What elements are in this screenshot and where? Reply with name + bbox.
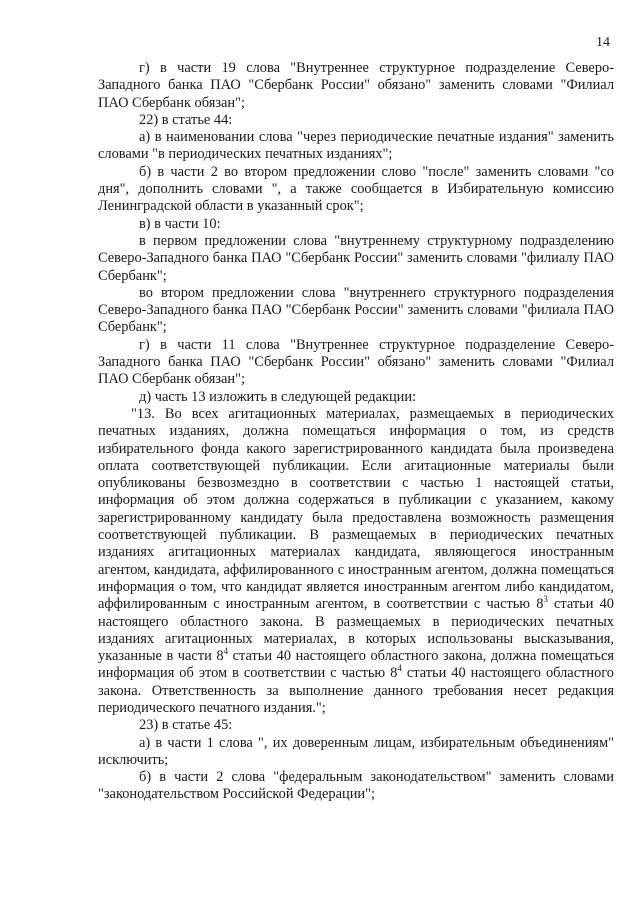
paragraph: д) часть 13 изложить в следующей редакции: — [139, 388, 417, 405]
quote-text: статьи 40 настоящего областного закона, должна помещаться информация об этом в соответствии с частью 8 — [98, 648, 615, 682]
superscript: 3 — [543, 594, 548, 605]
paragraph: б) в части 2 во втором предложении слово "после" заменить словами "со дня", дополнить словами ", а также сообщается в Избирательную комиссию Ленинградской области в указанный срок"; — [98, 163, 614, 215]
paragraph: б) в части 2 слова "федеральным законодательством" заменить словами "законодательством Российской Федерации"; — [98, 769, 614, 803]
paragraph: 23) в статье 45: — [139, 717, 233, 734]
superscript: 4 — [397, 663, 402, 674]
paragraph: 22) в статье 44: — [139, 111, 233, 128]
quote-text: статьи 40 настоящего областного закона. Ответственность за выполнение данного требования несет редакция периодического печатного издания."; — [98, 665, 615, 716]
quoted-article-text — [98, 406, 614, 717]
paragraph: а) в наименовании слова "через периодические печатные издания" заменить словами "в периодических печатных изданиях"; — [98, 129, 614, 163]
paragraph: а) в части 1 слова ", их доверенным лицам, избирательным объединениям" исключить; — [98, 734, 614, 768]
paragraph: в первом предложении слова "внутреннему структурному подразделению Северо-Западного банка ПАО "Сбербанк России" заменить словами "филиалу ПАО Сбербанк"; — [98, 232, 614, 284]
page-number: 14 — [596, 35, 610, 50]
quote-text: статьи 40 настоящего областного закона. В размещаемых в периодических печатных изданиях агитационных материалах, в которых использованы высказывания, указанные в части 8 — [98, 596, 614, 665]
paragraph: во втором предложении слова "внутреннего структурного подразделения Северо-Западного банка ПАО "Сбербанк России" заменить словами "филиала ПАО Сбербанк"; — [98, 284, 614, 336]
paragraph: г) в части 19 слова "Внутреннее структурное подразделение Северо-Западного банка ПАО "Сбербанк России" обязано" заменить словами "Филиал ПАО Сбербанк обязан"; — [98, 60, 614, 111]
quote-text: "13. Во всех агитационных материалах, размещаемых в периодических печатных изданиях, должна помещаться информация о том, из средств избирательного фонда какого зарегистрированного кандидата была произведена оплата соответствующей публикации. Если агитационные материалы были опубликованы безвозмездно в соответствии с частью 1 настоящей статьи, информация об этом должна содержаться в публикации с указанием, какому зарегистрированному кандидату была предоставлена возможность размещения соответствующей публикации. В размещаемых в периодических печатных изданиях агитационных материалах кандидата, являющегося иностранным агентом, кандидата, аффилированного с иностранным агентом, должна помещаться информация о том, что кандидат является иностранным агентом либо кандидатом, аффилированным с иностранным агентом, в соответствии с частью 8 — [98, 405, 614, 613]
paragraph: г) в части 11 слова "Внутреннее структурное подразделение Северо-Западного банка ПАО "Сбербанк России" обязано" заменить словами "Филиал ПАО Сбербанк обязан"; — [98, 336, 614, 388]
paragraph: в) в части 10: — [139, 215, 221, 232]
superscript: 4 — [223, 646, 229, 657]
document-body — [98, 60, 614, 804]
